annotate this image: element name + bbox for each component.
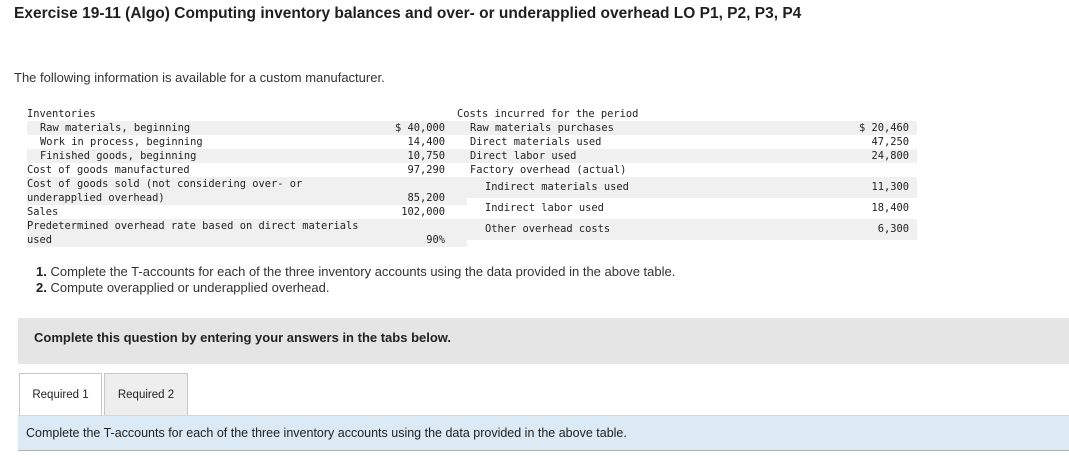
table-row — [27, 163, 467, 177]
question-banner — [18, 318, 1069, 364]
costs-incurred-label: Costs incurred for the period — [457, 108, 639, 120]
table-row — [27, 205, 467, 219]
cogm-value: 97,290 — [407, 164, 445, 176]
table-row — [27, 149, 467, 163]
dm-used-label: Direct materials used — [470, 136, 602, 148]
table-row — [457, 163, 917, 177]
dl-used-label: Direct labor used — [470, 150, 577, 162]
instruction-bar — [18, 415, 1069, 450]
table-row — [27, 121, 467, 135]
raw-materials-label: Raw materials, beginning — [40, 122, 191, 134]
other-overhead-label: Other overhead costs — [485, 223, 611, 235]
cogs-value: 85,200 — [407, 192, 445, 204]
table-row — [457, 149, 917, 163]
finished-goods-label: Finished goods, beginning — [40, 150, 197, 162]
intro-text: The following information is available for a custom manufacturer. — [14, 70, 385, 85]
finished-goods-value: 10,750 — [407, 150, 445, 162]
task-list — [36, 264, 675, 296]
task-text: Compute overapplied or underapplied overhead. — [50, 280, 330, 295]
raw-materials-value: $ 40,000 — [394, 122, 445, 134]
dl-used-value: 24,800 — [871, 150, 909, 162]
factory-overhead-label: Factory overhead (actual) — [470, 164, 627, 176]
list-item — [36, 264, 675, 280]
wip-label: Work in process, beginning — [40, 136, 203, 148]
il-used-label: Indirect labor used — [485, 202, 604, 214]
inventories-label: Inventories — [27, 108, 96, 120]
cogs-label: Cost of goods sold (not considering over- or underapplied overhead) — [27, 178, 303, 204]
table-row — [457, 135, 917, 149]
table-row — [457, 177, 917, 198]
other-overhead-value: 6,300 — [877, 223, 909, 235]
table-row — [27, 219, 467, 247]
overhead-rate-value: 90% — [426, 234, 445, 246]
table-row — [457, 107, 917, 121]
table-row — [27, 107, 467, 121]
task-number: 2. — [36, 280, 47, 295]
sales-label: Sales — [27, 206, 59, 218]
rm-purchases-label: Raw materials purchases — [470, 122, 614, 134]
banner-text: Complete this question by entering your answers in the tabs below. — [34, 330, 452, 345]
instruction-text: Complete the T-accounts for each of the three inventory accounts using the data provided in the above table. — [26, 426, 627, 440]
tab-required-2[interactable]: Required 2 — [104, 373, 188, 415]
table-row — [457, 219, 917, 240]
answer-area-divider — [18, 450, 1069, 456]
overhead-rate-label: Predetermined overhead rate based on direct materials used — [27, 220, 359, 246]
tab-required-1[interactable]: Required 1 — [19, 373, 102, 415]
im-used-value: 11,300 — [871, 181, 909, 193]
list-item — [36, 280, 675, 296]
task-text: Complete the T-accounts for each of the three inventory accounts using the data provided in the above table. — [50, 264, 676, 279]
table-row — [27, 177, 467, 205]
page-title: Exercise 19-11 (Algo) Computing inventory balances and over- or underapplied overhead LO P1, P2, P3, P4 — [14, 5, 802, 22]
wip-value: 14,400 — [407, 136, 445, 148]
il-used-value: 18,400 — [871, 202, 909, 214]
im-used-label: Indirect materials used — [485, 181, 629, 193]
sales-value: 102,000 — [401, 206, 445, 218]
table-row — [27, 135, 467, 149]
rm-purchases-value: $ 20,460 — [858, 122, 909, 134]
dm-used-value: 47,250 — [871, 136, 909, 148]
inventory-data-table — [27, 107, 467, 247]
task-number: 1. — [36, 264, 47, 279]
table-row — [457, 121, 917, 135]
cogm-label: Cost of goods manufactured — [27, 164, 190, 176]
table-row — [457, 198, 917, 219]
costs-data-table — [457, 107, 917, 240]
